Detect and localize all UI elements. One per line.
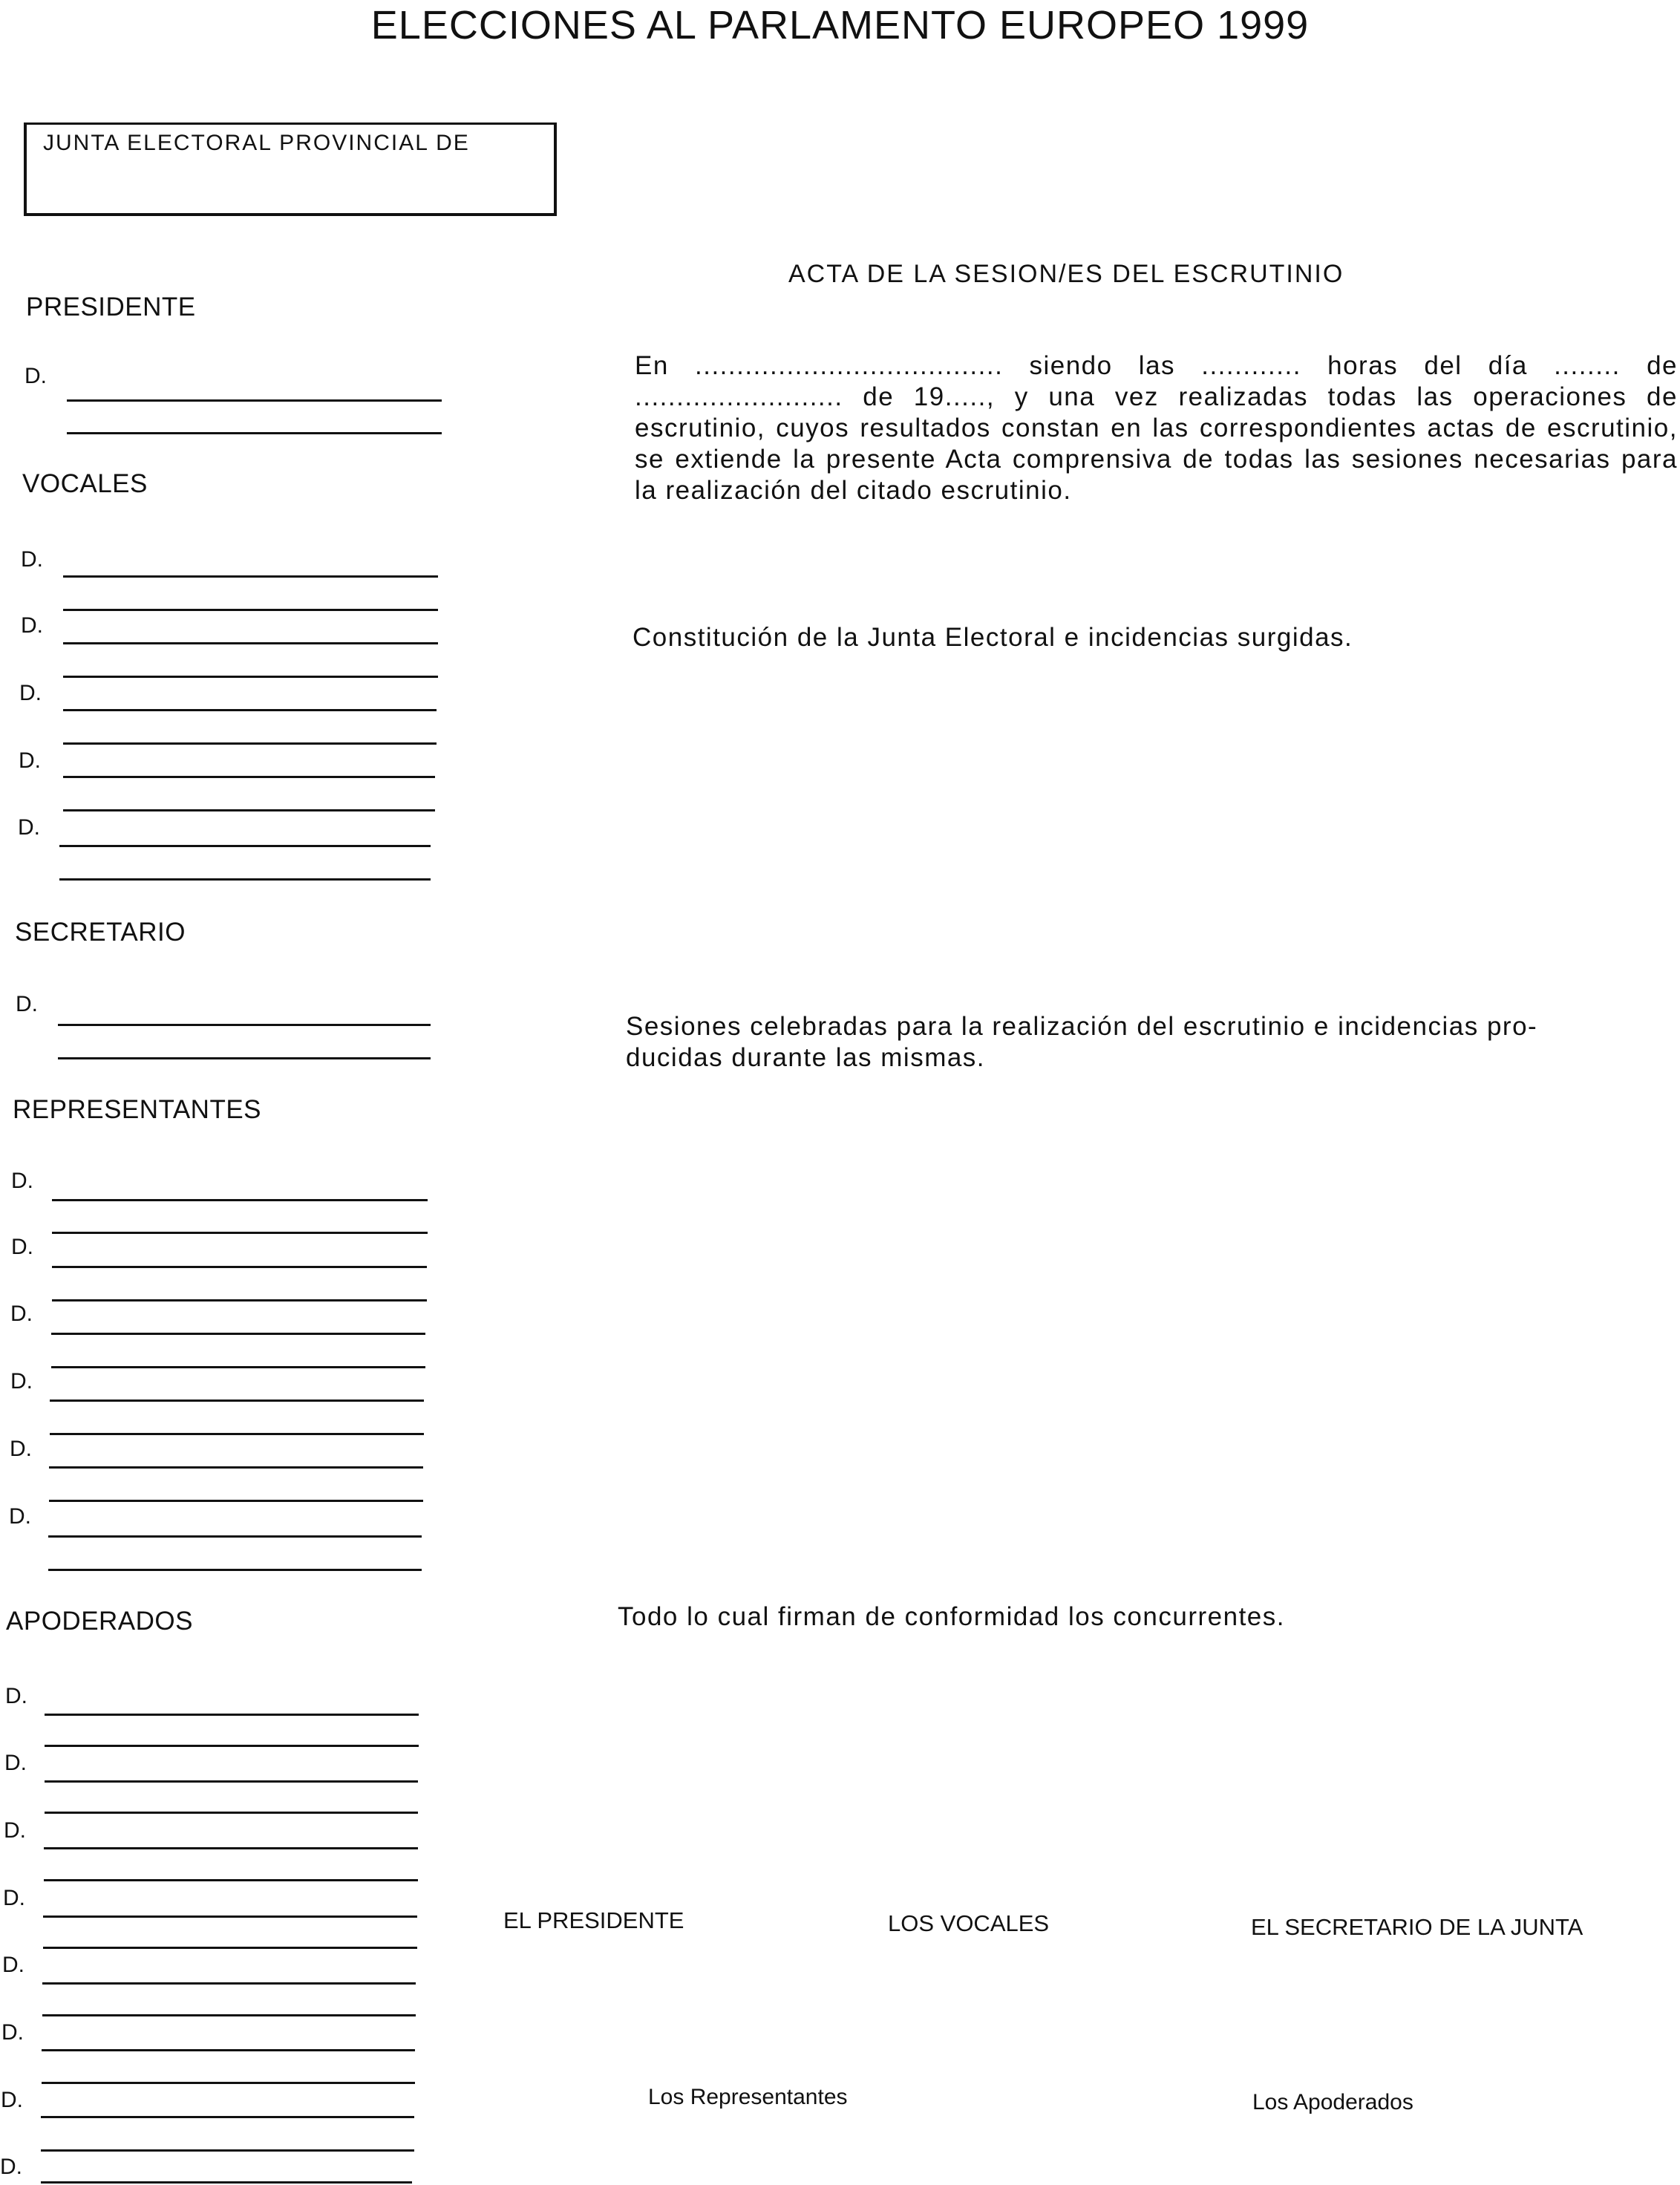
d-label-representantes-3: D. [10, 1301, 33, 1326]
name-line-continuation-representantes-6[interactable] [48, 1569, 422, 1571]
name-line-continuation-representantes-1[interactable] [52, 1232, 428, 1234]
d-label-apoderados-2: D. [4, 1751, 27, 1775]
d-label-representantes-6: D. [9, 1504, 31, 1529]
name-line-apoderados-8[interactable] [41, 2181, 412, 2184]
name-line-continuation-vocales-2[interactable] [63, 676, 438, 678]
name-line-continuation-apoderados-3[interactable] [44, 1879, 418, 1881]
name-line-presidente-1[interactable] [67, 399, 442, 402]
d-label-representantes-4: D. [10, 1369, 33, 1394]
section-heading-apoderados: APODERADOS [6, 1607, 193, 1636]
d-label-apoderados-5: D. [2, 1953, 24, 1977]
d-label-representantes-2: D. [11, 1235, 33, 1259]
name-line-apoderados-4[interactable] [43, 1915, 417, 1918]
junta-electoral-label: JUNTA ELECTORAL PROVINCIAL DE [43, 131, 470, 155]
name-line-continuation-apoderados-6[interactable] [42, 2082, 415, 2084]
signature-apoderados-label: Los Apoderados [1252, 2090, 1413, 2114]
name-line-apoderados-3[interactable] [44, 1847, 418, 1849]
act-title: ACTA DE LA SESION/ES DEL ESCRUTINIO [788, 260, 1344, 288]
name-line-vocales-4[interactable] [63, 776, 435, 778]
constitucion-text: Constitución de la Junta Electoral e incidencias surgidas. [633, 623, 1353, 652]
name-line-continuation-apoderados-2[interactable] [45, 1812, 418, 1814]
section-heading-representantes: REPRESENTANTES [13, 1095, 262, 1124]
name-line-continuation-apoderados-5[interactable] [42, 2014, 416, 2016]
name-line-continuation-presidente-1[interactable] [67, 432, 442, 434]
d-label-secretario-1: D. [16, 992, 38, 1016]
name-line-vocales-5[interactable] [59, 845, 431, 847]
d-label-apoderados-6: D. [1, 2020, 24, 2045]
section-heading-vocales: VOCALES [22, 469, 148, 498]
document-title: ELECCIONES AL PARLAMENTO EUROPEO 1999 [370, 3, 1310, 48]
sesiones-text-line-2: ducidas durante las mismas. [626, 1043, 986, 1072]
name-line-representantes-1[interactable] [52, 1199, 428, 1201]
name-line-apoderados-1[interactable] [45, 1714, 419, 1716]
signature-secretario-label: EL SECRETARIO DE LA JUNTA [1251, 1914, 1583, 1940]
d-label-vocales-2: D. [21, 613, 43, 638]
name-line-continuation-apoderados-7[interactable] [41, 2149, 414, 2152]
d-label-apoderados-3: D. [4, 1818, 26, 1843]
name-line-vocales-2[interactable] [63, 642, 438, 644]
name-line-apoderados-7[interactable] [41, 2116, 414, 2118]
d-label-apoderados-8: D. [0, 2155, 22, 2179]
name-line-continuation-vocales-1[interactable] [63, 609, 438, 611]
signature-presidente-label: EL PRESIDENTE [503, 1907, 684, 1933]
name-line-apoderados-5[interactable] [42, 1982, 416, 1985]
name-line-vocales-1[interactable] [63, 575, 438, 578]
name-line-continuation-representantes-5[interactable] [49, 1500, 423, 1502]
name-line-secretario-1[interactable] [58, 1024, 431, 1026]
d-label-apoderados-7: D. [1, 2088, 23, 2112]
name-line-representantes-4[interactable] [50, 1399, 424, 1402]
name-line-continuation-apoderados-1[interactable] [45, 1745, 419, 1747]
name-line-representantes-5[interactable] [49, 1466, 423, 1469]
signature-representantes-label: Los Representantes [648, 2085, 848, 2109]
name-line-representantes-6[interactable] [48, 1535, 422, 1538]
d-label-presidente-1: D. [24, 364, 47, 388]
d-label-representantes-1: D. [11, 1169, 33, 1193]
d-label-vocales-1: D. [21, 547, 43, 572]
d-label-vocales-4: D. [19, 748, 41, 773]
name-line-apoderados-6[interactable] [42, 2049, 415, 2051]
name-line-continuation-representantes-3[interactable] [51, 1366, 425, 1368]
d-label-representantes-5: D. [10, 1437, 32, 1461]
name-line-representantes-3[interactable] [51, 1333, 425, 1335]
name-line-representantes-2[interactable] [52, 1266, 427, 1268]
name-line-continuation-apoderados-4[interactable] [43, 1947, 417, 1949]
section-heading-presidente: PRESIDENTE [26, 293, 196, 321]
d-label-vocales-3: D. [19, 681, 42, 705]
section-heading-secretario: SECRETARIO [15, 918, 186, 947]
name-line-continuation-vocales-3[interactable] [63, 742, 437, 745]
name-line-apoderados-2[interactable] [45, 1780, 418, 1783]
name-line-continuation-secretario-1[interactable] [58, 1057, 431, 1059]
name-line-continuation-vocales-4[interactable] [63, 809, 435, 811]
name-line-continuation-representantes-2[interactable] [52, 1299, 427, 1301]
intro-paragraph: En ..................................... siendo las ............ horas del día ........ de ......................... de 19....., y una vez realizadas todas las operaciones de escrutinio, cuyos resultados constan en las correspondientes actas de escrutinio, se extiende la presente Acta comprensiva de todas las sesiones necesarias para la realización del citado escrutinio. [635, 351, 1678, 505]
name-line-continuation-representantes-4[interactable] [50, 1433, 424, 1435]
d-label-apoderados-1: D. [5, 1684, 27, 1708]
name-line-continuation-vocales-5[interactable] [59, 878, 431, 881]
d-label-vocales-5: D. [18, 815, 40, 840]
name-line-vocales-3[interactable] [63, 709, 437, 711]
signature-vocales-label: LOS VOCALES [888, 1910, 1050, 1936]
junta-electoral-box[interactable] [24, 123, 557, 216]
d-label-apoderados-4: D. [3, 1886, 25, 1910]
conformidad-text: Todo lo cual firman de conformidad los concurrentes. [618, 1602, 1285, 1631]
sesiones-text-line-1: Sesiones celebradas para la realización del escrutinio e incidencias pro- [626, 1012, 1538, 1041]
